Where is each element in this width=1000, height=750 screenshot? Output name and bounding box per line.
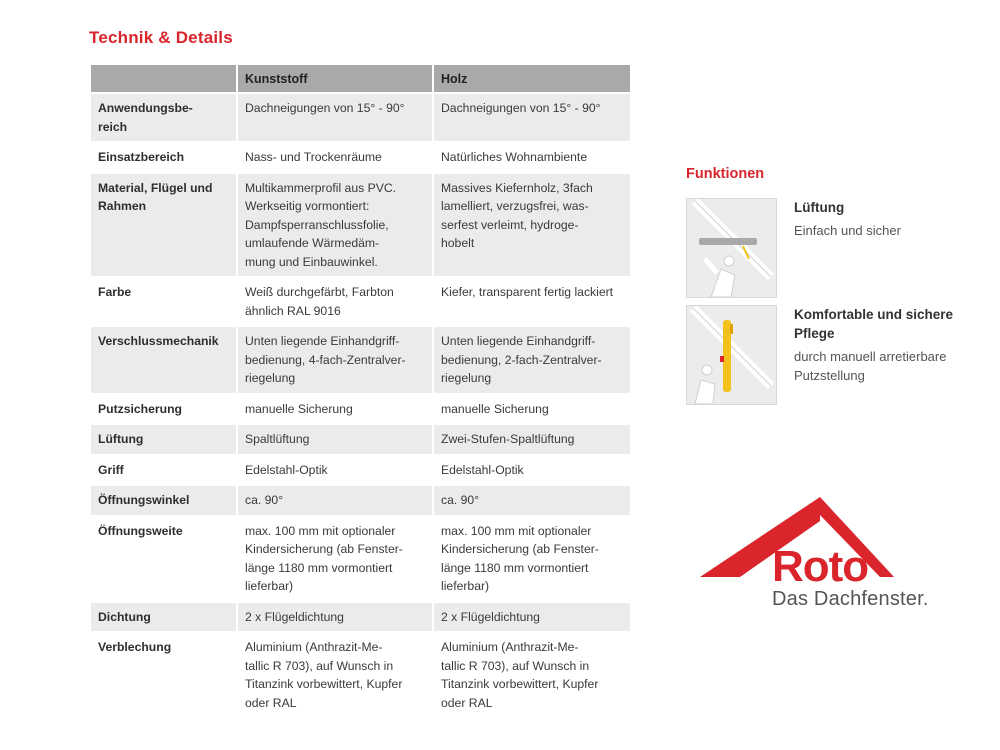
table-row — [91, 601, 630, 632]
cell-kunststoff: manuelle Sicherung — [238, 393, 434, 424]
cell-kunststoff: Multikammerprofil aus PVC. Werkseitig vormontiert: Dampfsperranschlussfolie, umlaufende Wärmedäm- mung und Einbauwinkel. — [238, 172, 434, 277]
cell-kunststoff: Weiß durchgefärbt, Farbton ähnlich RAL 9016 — [238, 276, 434, 325]
cell-holz: Natürliches Wohnambiente — [434, 141, 630, 172]
tech-details-table — [91, 65, 630, 717]
table-row — [91, 631, 630, 717]
cell-holz: manuelle Sicherung — [434, 393, 630, 424]
row-label: Dichtung — [91, 601, 238, 632]
row-label: Material, Flügel und Rahmen — [91, 172, 238, 277]
table-header-row — [91, 65, 630, 92]
cell-holz: Unten liegende Einhandgriff- bedienung, 2-fach-Zentralver- riegelung — [434, 325, 630, 393]
table-row — [91, 141, 630, 172]
cell-kunststoff: Spaltlüftung — [238, 423, 434, 454]
row-label: Öffnungsweite — [91, 515, 238, 601]
header-holz: Holz — [434, 65, 630, 92]
table-row — [91, 454, 630, 485]
row-label: Putzsicherung — [91, 393, 238, 424]
cell-kunststoff: max. 100 mm mit optionaler Kindersicherung (ab Fenster- länge 1180 mm vormontiert lieferbar) — [238, 515, 434, 601]
table-row — [91, 276, 630, 325]
function-desc: durch manuell arretierbare Putzstellung — [794, 349, 947, 383]
table-row — [91, 515, 630, 601]
cell-holz: 2 x Flügeldichtung — [434, 601, 630, 632]
function-desc: Einfach und sicher — [794, 223, 901, 238]
row-label: Lüftung — [91, 423, 238, 454]
cleaning-position-icon — [686, 305, 777, 405]
cell-kunststoff: Nass- und Trockenräume — [238, 141, 434, 172]
logo-tagline: Das Dachfenster. — [772, 588, 929, 610]
cell-kunststoff: Edelstahl-Optik — [238, 454, 434, 485]
ventilation-icon — [686, 198, 777, 298]
table-row — [91, 484, 630, 515]
cell-kunststoff: Unten liegende Einhandgriff- bedienung, 4-fach-Zentralver- riegelung — [238, 325, 434, 393]
section-title: Technik & Details — [89, 28, 233, 47]
header-kunststoff: Kunststoff — [238, 65, 434, 92]
row-label: Verschlussmechanik — [91, 325, 238, 393]
row-label: Verblechung — [91, 631, 238, 717]
table-row — [91, 423, 630, 454]
function-name: Lüftung — [794, 200, 845, 215]
row-label: Einsatzbereich — [91, 141, 238, 172]
logo-wordmark: Roto — [772, 542, 869, 591]
row-label: Farbe — [91, 276, 238, 325]
cell-kunststoff: ca. 90° — [238, 484, 434, 515]
table-row — [91, 393, 630, 424]
table-row — [91, 325, 630, 393]
row-label: Öffnungswinkel — [91, 484, 238, 515]
functions-title: Funktionen — [686, 166, 765, 182]
function-name: Komfortable und sichere Pflege — [794, 307, 954, 341]
row-label: Anwendungsbe- reich — [91, 92, 238, 141]
cell-holz: ca. 90° — [434, 484, 630, 515]
cell-holz: Edelstahl-Optik — [434, 454, 630, 485]
cell-kunststoff: 2 x Flügeldichtung — [238, 601, 434, 632]
row-label: Griff — [91, 454, 238, 485]
cell-holz: Kiefer, transparent fertig lackiert — [434, 276, 630, 325]
cell-holz: Zwei-Stufen-Spaltlüftung — [434, 423, 630, 454]
cell-holz: Massives Kiefernholz, 3fach lamelliert, verzugsfrei, was- serfest verleimt, hydroge- hobelt — [434, 172, 630, 277]
table-row — [91, 92, 630, 141]
header-empty — [91, 65, 238, 92]
cell-kunststoff: Aluminium (Anthrazit-Me- tallic R 703), auf Wunsch in Titanzink vorbewittert, Kupfer oder RAL — [238, 631, 434, 717]
table-row — [91, 172, 630, 277]
cell-holz: Aluminium (Anthrazit-Me- tallic R 703), auf Wunsch in Titanzink vorbewittert, Kupfer oder RAL — [434, 631, 630, 717]
cell-holz: max. 100 mm mit optionaler Kindersicherung (ab Fenster- länge 1180 mm vormontiert lieferbar) — [434, 515, 630, 601]
cell-kunststoff: Dachneigungen von 15° - 90° — [238, 92, 434, 141]
cell-holz: Dachneigungen von 15° - 90° — [434, 92, 630, 141]
